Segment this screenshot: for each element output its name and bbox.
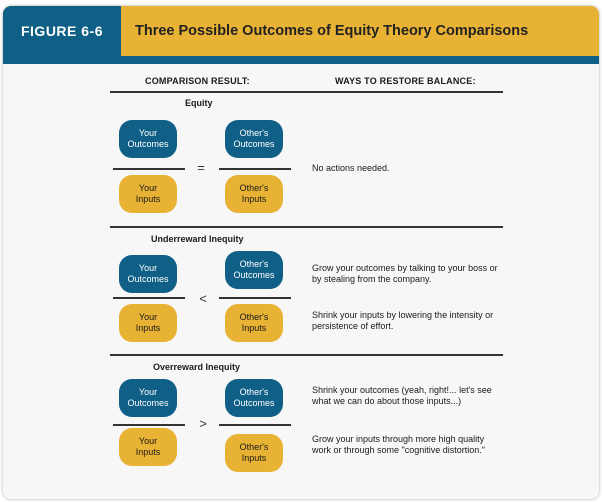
your-inputs-box: Your Inputs — [119, 175, 177, 213]
fraction-line — [219, 297, 291, 299]
column-heading-comparison: COMPARISON RESULT: — [145, 76, 250, 86]
fraction-line — [219, 424, 291, 426]
figure-frame — [3, 6, 599, 499]
others-inputs-box: Other's Inputs — [225, 175, 283, 213]
equals-operator: = — [197, 160, 205, 175]
restore-action: Shrink your inputs by lowering the intensity or persistence of effort. — [312, 310, 494, 331]
restore-action: Shrink your outcomes (yeah, right!... let's see what we can do about those inputs...) — [312, 385, 492, 406]
others-outcomes-box: Other's Outcomes — [225, 379, 283, 417]
column-heading-restore: WAYS TO RESTORE BALANCE: — [335, 76, 476, 86]
your-inputs-box: Your Inputs — [119, 304, 177, 342]
section-rule — [110, 226, 503, 228]
section-rule — [110, 354, 503, 356]
restore-action: Grow your inputs through more high quality work or through some "cognitive distortion." — [312, 434, 485, 455]
top-rule — [110, 91, 503, 93]
fraction-line — [113, 297, 185, 299]
others-outcomes-box: Other's Outcomes — [225, 120, 283, 158]
figure-title: Three Possible Outcomes of Equity Theory Comparisons — [135, 23, 529, 39]
section-title-underreward: Underreward Inequity — [151, 234, 244, 244]
restore-action: Grow your outcomes by talking to your boss or by stealing from the company. — [312, 263, 498, 284]
fraction-line — [113, 424, 185, 426]
section-title-overreward: Overreward Inequity — [153, 362, 241, 372]
fraction-line — [219, 168, 291, 170]
section-title-equity: Equity — [185, 98, 213, 108]
your-inputs-box: Your Inputs — [119, 428, 177, 466]
figure-label: FIGURE 6-6 — [3, 6, 121, 56]
others-outcomes-box: Other's Outcomes — [225, 251, 283, 289]
your-outcomes-box: Your Outcomes — [119, 379, 177, 417]
greater-than-operator: > — [199, 416, 207, 431]
others-inputs-box: Other's Inputs — [225, 434, 283, 472]
your-outcomes-box: Your Outcomes — [119, 255, 177, 293]
others-inputs-box: Other's Inputs — [225, 304, 283, 342]
your-outcomes-box: Your Outcomes — [119, 120, 177, 158]
figure-content — [3, 64, 599, 499]
header-accent-bar — [3, 56, 599, 64]
less-than-operator: < — [199, 291, 207, 306]
fraction-line — [113, 168, 185, 170]
restore-action: No actions needed. — [312, 163, 390, 173]
